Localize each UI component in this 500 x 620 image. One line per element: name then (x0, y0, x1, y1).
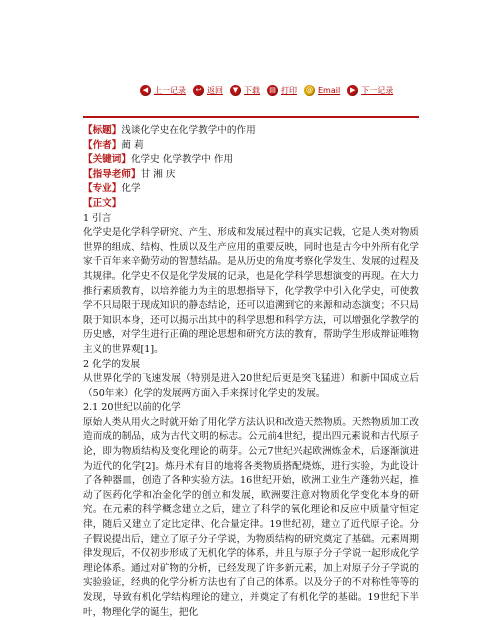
toolbar-item-4[interactable] (304, 85, 340, 96)
body-paragraph: 化学史是化学科学研究、产生、形成和发展过程中的真实记载，它是人类对物质世界的组成、结构、性质以及生产应用的重要反映，同时也是古今中外所有化学家千百年来辛勤劳动的智慧结晶。是从历史的角度考察化学发生、发展的过程及其规律。化学史不仅是化学发展的记录，也是化学科学思想演变的再现。在大力推行素质教育，以培养能力为主的思想指导下，化学教学中引入化学史，可使教学不只局限于现成知识的静态结论，还可以追溯到它的来源和动态演变；不只局限于知识本身，还可以揭示出其中的科学思想和科学方法，可以增强化学教学的历史感，对学生进行正确的理论思想和研究方法的教育，帮助学生形成辩证唯物主义的世界观[1]。 (83, 227, 419, 355)
section-heading: 1 引言 (83, 212, 112, 224)
author-name: 蔺 莉 (121, 139, 144, 151)
title-tag: 【标题】 (83, 125, 122, 136)
title-field (83, 124, 419, 139)
toolbar-item-label: 下载 (244, 85, 260, 95)
body-paragraph: 从世界化学的飞速发展（特别是进入20世纪后更是突飞猛进）和新中国成立后（50年来）化学的发展两方面入手来探讨化学史的发展。 (83, 373, 419, 399)
toolbar-item-2[interactable] (230, 85, 260, 96)
toolbar-item-0[interactable] (140, 85, 186, 96)
toolbar-item-label: 打印 (281, 85, 297, 95)
major-value: 化学 (121, 183, 141, 195)
article-title: 浅谈化学史在化学教学中的作用 (121, 125, 256, 136)
toolbar-item-5[interactable] (347, 85, 393, 96)
body-tag: 【正文】 (83, 197, 122, 209)
return-icon: ↩ (193, 85, 204, 96)
title-divider (83, 116, 419, 118)
arrow-right-icon: ▶ (347, 85, 358, 96)
keywords-value: 化学史 化学教学中 作用 (130, 154, 234, 166)
record-toolbar (140, 82, 400, 98)
author-field (83, 139, 419, 154)
toolbar-item-label: 返回 (207, 85, 223, 95)
toolbar-item-label: Email (318, 85, 341, 95)
major-tag: 【专业】 (83, 183, 122, 195)
advisor-name: 甘 湘 庆 (140, 168, 176, 180)
arrow-left-icon: ◀ (140, 85, 151, 96)
toolbar-item-label: 下一记录 (361, 85, 394, 95)
body-paragraph: 原始人类从用火之时就开始了用化学方法认识和改造天然物质。天然物质加工改造而成的制品，成为古代文明的标志。公元前4世纪，提出四元素说和古代原子论，即为物质结构及变化理论的萌芽。公元7世纪兴起欧洲炼金术，后逐渐演进为近代的化学[2]。炼丹术有目的地将各类物质搭配烧炼，进行实验，为此设计了各种器皿，创造了各种实验方法。16世纪开始，欧洲工业生产蓬勃兴起，推动了医药化学和冶金化学的创立和发展，欧洲要注意对物质化学变化本身的研究。在元素的科学概念建立之后，建立了科学的氧化理论和反应中质量守恒定律，随后又建立了定比定律、化合量定律。19世纪初，建立了近代原子论。分子假说提出后，建立了原子分子学说，为物质结构的研究奠定了基础。元素周期律发现后，不仅初步形成了无机化学的体系，并且与原子分子学说一起形成化学理论体系。通过对矿物的分析，已经发现了许多新元素，加上对原子分子学说的实验验证，经典的化学分析方法也有了自己的体系。以及分子的不对称性等等的发现，导致有机化学结构理论的建立，并奠定了有机化学的基础。19世纪下半叶，物理化学的诞生，把化 (83, 416, 419, 618)
toolbar-item-1[interactable] (193, 85, 223, 96)
toolbar-item-label: 上一记录 (154, 85, 186, 95)
keywords-tag: 【关键词】 (83, 154, 131, 166)
major-field (83, 182, 419, 197)
section-heading: 2.1 20世纪以前的化学 (83, 402, 181, 414)
print-icon: ▤ (267, 85, 278, 96)
body-field (83, 197, 419, 212)
toolbar-item-3[interactable] (267, 85, 297, 96)
advisor-tag: 【指导老师】 (83, 168, 141, 180)
email-icon: @ (306, 86, 313, 94)
download-icon: ▼ (230, 85, 241, 96)
advisor-field (83, 168, 419, 183)
article-content (83, 124, 419, 620)
author-tag: 【作者】 (83, 139, 122, 151)
section-heading: 2 化学的发展 (83, 358, 141, 370)
keywords-field (83, 153, 419, 168)
